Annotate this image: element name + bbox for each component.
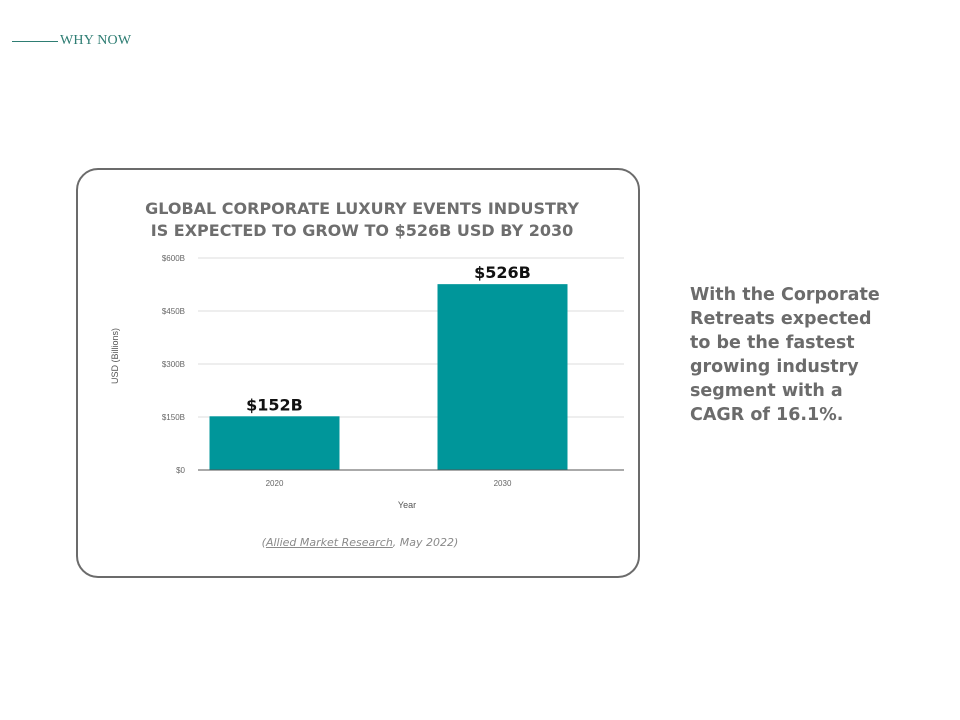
section-tag <box>12 33 131 49</box>
x-tick-label: 2030 <box>493 479 512 488</box>
side-text <box>690 283 930 427</box>
side-text-line: Retreats expected <box>690 309 872 329</box>
bar-chart <box>78 170 638 576</box>
source-date: , May 2022) <box>392 536 459 549</box>
y-axis-title: USD (Billions) <box>110 327 120 385</box>
x-axis-title: Year <box>397 500 417 510</box>
y-tick-label: $450B <box>161 307 185 316</box>
side-text-line: CAGR of 16.1%. <box>690 405 844 425</box>
section-rule <box>12 41 58 42</box>
source-citation <box>78 536 642 549</box>
source-link[interactable]: Allied Market Research <box>265 536 393 549</box>
side-text-line: With the Corporate <box>690 285 880 305</box>
chart-title-line-1: GLOBAL CORPORATE LUXURY EVENTS INDUSTRY <box>145 199 579 218</box>
data-label: $152B <box>246 395 303 415</box>
x-tick-label: 2020 <box>265 479 284 488</box>
side-text-line: to be the fastest <box>690 333 855 353</box>
y-tick-label: $0 <box>176 466 185 475</box>
data-label: $526B <box>474 263 531 283</box>
y-tick-label: $150B <box>161 413 185 422</box>
side-text-line: segment with a <box>690 381 843 401</box>
y-tick-label: $300B <box>161 360 185 369</box>
x-tick-labels <box>266 479 512 488</box>
bars <box>210 284 568 470</box>
chart-card <box>76 168 640 578</box>
source-open: ( <box>261 536 266 549</box>
y-tick-labels <box>162 254 186 475</box>
section-label: WHY NOW <box>60 33 132 48</box>
side-text-line: growing industry <box>690 357 859 377</box>
chart-title-line-2: IS EXPECTED TO GROW TO $526B USD BY 2030 <box>150 221 574 240</box>
bar-2020 <box>210 416 340 470</box>
bar-2030 <box>438 284 568 470</box>
y-tick-label: $600B <box>161 254 185 263</box>
